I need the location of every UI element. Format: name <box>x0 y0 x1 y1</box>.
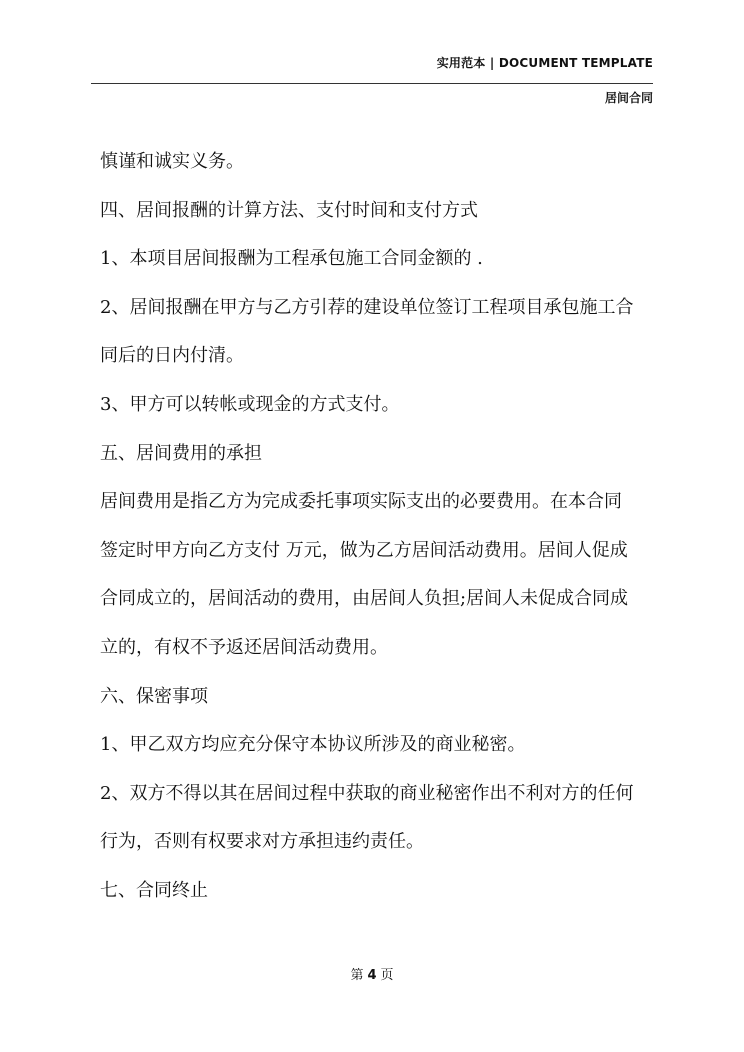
body-line: 签定时甲方向乙方支付 万元，做为乙方居间活动费用。居间人促成 <box>100 539 628 561</box>
body-line: 居间费用是指乙方为完成委托事项实际支出的必要费用。在本合同 <box>100 491 622 513</box>
header-divider <box>91 83 653 84</box>
section-heading: 五、居间费用的承担 <box>100 442 262 464</box>
body-line: 行为，否则有权要求对方承担违约责任。 <box>100 831 424 853</box>
page-footer <box>0 964 744 983</box>
body-line: 2、居间报酬在甲方与乙方引荐的建设单位签订工程项目承包施工合 <box>100 296 634 318</box>
body-line: 同后的日内付清。 <box>100 345 244 367</box>
header-subtitle: 居间合同 <box>604 91 653 105</box>
page-number: 4 <box>367 968 377 983</box>
section-heading: 四、居间报酬的计算方法、支付时间和支付方式 <box>100 199 478 221</box>
header-title: 实用范本 | DOCUMENT TEMPLATE <box>436 56 653 70</box>
body-line: 1、甲乙双方均应充分保守本协议所涉及的商业秘密。 <box>100 734 526 756</box>
body-line: 1、本项目居间报酬为工程承包施工合同金额的 . <box>100 248 483 270</box>
section-heading: 六、保密事项 <box>100 685 208 707</box>
body-line: 立的，有权不予返还居间活动费用。 <box>100 636 388 658</box>
document-body <box>100 138 660 916</box>
body-line: 合同成立的，居间活动的费用，由居间人负担;居间人未促成合同成 <box>100 588 629 610</box>
body-line: 慎谨和诚实义务。 <box>100 151 244 172</box>
page-label-suffix: 页 <box>380 968 394 983</box>
page-label-prefix: 第 <box>350 968 364 983</box>
body-line: 3、甲方可以转帐或现金的方式支付。 <box>100 393 400 415</box>
section-heading: 七、合同终止 <box>100 879 208 901</box>
body-line: 2、双方不得以其在居间过程中获取的商业秘密作出不利对方的任何 <box>100 782 634 804</box>
